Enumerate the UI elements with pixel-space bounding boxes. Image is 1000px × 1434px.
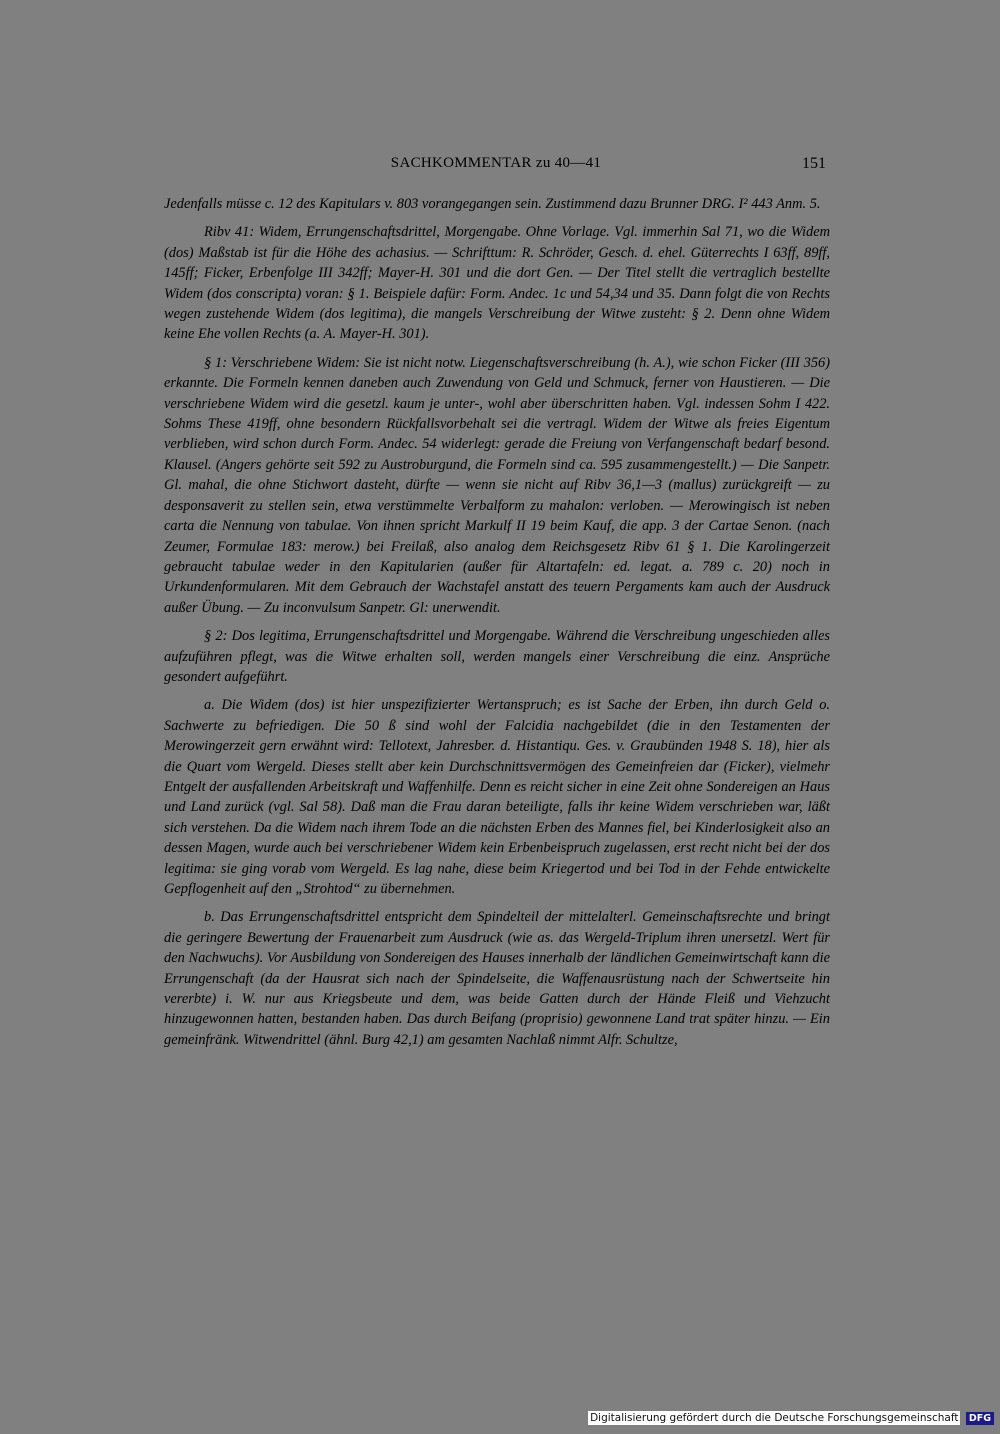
- funding-note: Digitalisierung gefördert durch die Deutsche Forschungsgemeinschaft: [590, 1412, 959, 1424]
- paragraph-section-2: § 2: Dos legitima, Errungenschaftsdrittel und Morgengabe. Während die Verschreibung ungeschieden alles aufzuführen pflegt, was die Witwe erhalten soll, werden mangels einer Verschreibung die einz. Ansprüche gesondert aufgeführt.: [164, 628, 830, 685]
- paragraph-b: b. Das Errungenschaftsdrittel entspricht dem Spindelteil der mittelalterl. Gemeinschaftsrechte und bringt die geringere Bewertung der Frauenarbeit zum Ausdruck (wie as. das Wergeld-Triplum ihren unersetzl. Wert für den Nachwuchs). Vor Ausbildung von Sondereigen des Hauses innerhalb der ländlichen Gemeinwirtschaft kann die Errungenschaft (da der Hausrat sich nach der Spindelseite, die Waffenausrüstung nach der Schwertseite hin vererbte) i. W. nur aus Kriegsbeute und dem, was beide Gatten durch der Hände Fleiß und Viehzucht hinzugewonnen hatten, bestanden haben. Das durch Beifang (proprisio) gewonnene Land trat später hinzu. — Ein gemeinfränk. Witwendrittel (ähnl. Burg 42,1) am gesamten Nachlaß nimmt Alfr. Schultze,: [164, 909, 830, 1048]
- paragraph-ribv41: Ribv 41: Widem, Errungenschaftsdrittel, Morgengabe. Ohne Vorlage. Vgl. immerhin Sal 71, wo die Widem (dos) Maßstab ist für die Höhe des achasius. — Schrifttum: R. Schröder, Gesch. d. ehel. Güterrechts I 63ff, 89ff, 145ff; Ficker, Erbenfolge III 342ff; Mayer-H. 301 und die dort Gen. — Der Titel stellt die vertraglich bestellte Widem (dos conscripta) voran: § 1. Beispiele dafür: Form. Andec. 1c und 54,34 und 35. Dann folgt die von Rechts wegen zustehende Widem (dos legitima), die mangels Verschreibung der Witwe zusteht: § 2. Denn ohne Widem keine Ehe vollen Rechts (a. A. Mayer-H. 301).: [164, 224, 830, 343]
- dfg-logo: DFG: [966, 1412, 994, 1425]
- running-title: SACHKOMMENTAR zu 40—41: [390, 155, 602, 171]
- paragraph-a: a. Die Widem (dos) ist hier unspezifizierter Wertanspruch; es ist Sache der Erben, ihn durch Geld o. Sachwerte zu befriedigen. Die 50 ß sind wohl der Falcidia nachgebildet (die in den Testamenten der Merowingerzeit gern erwähnt wird: Tellotext, Jahresber. d. Histantiqu. Ges. v. Graubünden 1948 S. 18), hier als die Quart vom Wergeld. Dieses stellt aber kein Durchschnittsvermögen des Gemeinfreien dar (Ficker), vielmehr Entgelt der ausfallenden Arbeitskraft und Waffenhilfe. Denn es reicht sicher in eine Zeit ohne Sondereigen an Haus und Land zurück (vgl. Sal 58). Daß man die Frau daran beteiligte, falls ihr keine Widem verschrieben war, läßt sich verstehen. Da die Widem nach ihrem Tode an die nächsten Erben des Mannes fiel, bei Kinderlosigkeit also an dessen Magen, wurde auch bei verschriebener Widem kein Erbenbeispruch zugelassen, erst recht nicht bei der dos legitima: sie ging vorab vom Wergeld. Es lag nahe, diese beim Kriegertod und bei Tod in der Fehde entwickelte Gepflogenheit auf den „Strohtod“ zu übernehmen.: [164, 697, 830, 897]
- page-number: 151: [802, 155, 826, 172]
- body-text: [164, 194, 830, 1058]
- paragraph-section-1: § 1: Verschriebene Widem: Sie ist nicht notw. Liegenschaftsverschreibung (h. A.), wie schon Ficker (III 356) erkannte. Die Formeln kennen daneben auch Zuwendung von Geld und Schmuck, ferner von Haustieren. — Die verschriebene Widem wird die gesetzl. kaum je unter-, wohl aber überschritten haben. Vgl. indessen Sohm I 422. Sohms These 419ff, ohne besondern Rückfallsvorbehalt sei die vertragl. Widem der Witwe als freies Eigentum verblieben, wird schon durch Form. Andec. 54 widerlegt: gerade die Freiung von Verfangenschaft bedarf besond. Klausel. (Angers gehörte seit 592 zu Austroburgund, die Formeln sind ca. 595 zusammengestellt.) — Die Sanpetr. Gl. mahal, die ohne Stichwort dasteht, dürfte — wenn sie nicht auf Ribv 36,1—3 (mallus) zurückgreift — zu desponsaverit zu stellen sein, etwa verstümmelte Verbalform zu mahalon: verloben. — Merowingisch ist neben carta die Nennung von tabulae. Von ihnen spricht Markulf II 19 beim Kauf, die app. 3 der Cartae Senon. (nach Zeumer, Formulae 183: merow.) bei Freilaß, also analog dem Reichsgesetz Ribv 61 § 1. Die Karolingerzeit gebraucht tabulae weder in den Kapitularien (außer für Altartafeln: ed. legat. a. 789 c. 20) noch in Urkundenformularen. Mit dem Gebrauch der Wachstafel anstatt des teuern Pergaments kam auch der Ausdruck außer Übung. — Zu inconvulsum Sanpetr. Gl: unerwendit.: [164, 354, 830, 616]
- page-header: [164, 155, 828, 177]
- footer: [0, 1412, 994, 1428]
- paragraph-continuation: Jedenfalls müsse c. 12 des Kapitulars v. 803 vorangegangen sein. Zustimmend dazu Brunner DRG. I² 443 Anm. 5.: [164, 196, 821, 212]
